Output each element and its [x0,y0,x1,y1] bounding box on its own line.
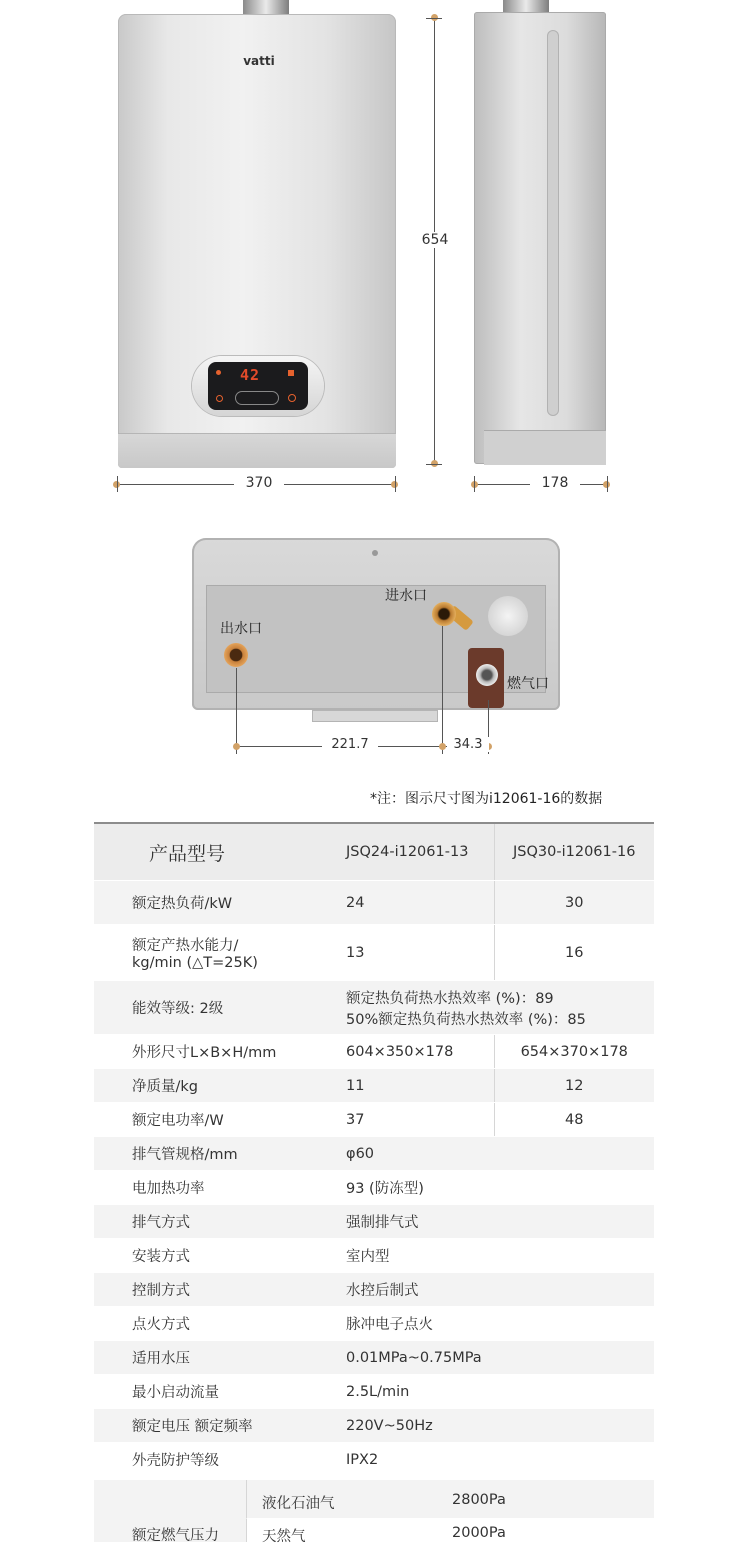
row-label: 外形尺寸L×B×H/mm [94,1035,346,1069]
row-value: 水控后制式 [346,1273,654,1307]
row-label: 排气管规格/mm [94,1137,346,1171]
row-label: 额定电压 额定频率 [94,1409,346,1443]
table-row [94,1443,654,1477]
dim-tick [426,464,442,465]
table-row [94,1239,654,1273]
table-row [94,1035,654,1069]
gas-pressure-label: 额定燃气压力 [132,1528,219,1544]
height-dimension: 654 [414,232,456,248]
row-label: 安装方式 [94,1239,346,1273]
row-value: 强制排气式 [346,1205,654,1239]
row-value: 220V~50Hz [346,1409,654,1443]
table-row [94,1307,654,1341]
row-label: 适用水压 [94,1341,346,1375]
row-value: 室内型 [346,1239,654,1273]
row-value-b: 16 [494,925,654,981]
row-value-a: 24 [346,881,494,925]
ng-value: 2000Pa [452,1525,506,1541]
dim-tick [474,476,475,492]
row-value-a: 11 [346,1069,494,1103]
water-inlet-label: 进水口 [385,588,427,604]
row-value: 0.01MPa~0.75MPa [346,1341,654,1375]
water-outlet-port [224,643,248,667]
mounting-bar [312,710,438,722]
header-model-a: JSQ24-i12061-13 [346,823,494,881]
row-value-b: 48 [494,1103,654,1137]
spec-table [94,822,654,1477]
row-value-a: 37 [346,1103,494,1137]
gas-inlet-label: 燃气口 [507,676,549,692]
table-row [94,881,654,925]
header-model-label: 产品型号 [94,823,346,881]
table-row [94,1171,654,1205]
table-row [94,981,654,1035]
row-value: 2.5L/min [346,1375,654,1409]
row-value-b: 654×370×178 [494,1035,654,1069]
dimension-note: *注：图示尺寸图为i12061-16的数据 [370,791,603,807]
row-value: φ60 [346,1137,654,1171]
row-label: 能效等级: 2级 [94,981,346,1035]
lpg-label: 液化石油气 [262,1496,335,1512]
gas-inlet-port [476,664,498,686]
row-label: 净质量/kg [94,1069,346,1103]
side-slot [547,30,559,416]
table-row [94,1205,654,1239]
header-model-b: JSQ30-i12061-16 [494,823,654,881]
dim-marker [233,743,240,750]
row-label: 控制方式 [94,1273,346,1307]
flue-pipe [503,0,549,12]
table-header-row [94,823,654,881]
table-row [94,1137,654,1171]
row-value-b: 12 [494,1069,654,1103]
row-value-a: 604×350×178 [346,1035,494,1069]
table-row [94,1375,654,1409]
lpg-value: 2800Pa [452,1492,506,1508]
dim-tick [442,626,443,754]
depth-dimension: 178 [530,475,580,491]
table-row [94,1273,654,1307]
row-label: 额定电功率/W [94,1103,346,1137]
dim-tick [236,668,237,754]
brand-logo: vatti [243,54,275,68]
row-value: 93 (防冻型) [346,1171,654,1205]
water-inlet-port [432,602,456,626]
row-label: 排气方式 [94,1205,346,1239]
row-value: 额定热负荷热水热效率 (%)：89 50%额定热负荷热水热效率 (%)：85 [346,981,654,1035]
table-row [94,925,654,981]
dim-marker [439,743,446,750]
temperature-digits: 42 [240,366,261,384]
row-label: 额定热负荷/kW [94,881,346,925]
water-outlet-label: 出水口 [220,621,262,637]
side-foot [484,430,606,465]
drain-cap [488,596,528,636]
gas-pressure-block [94,1480,654,1545]
row-label: 点火方式 [94,1307,346,1341]
row-label: 额定产热水能力/ kg/min (△T=25K) [94,925,346,981]
row-value: 脉冲电子点火 [346,1307,654,1341]
row-value-b: 30 [494,881,654,925]
row-label: 外壳防护等级 [94,1443,346,1477]
width-dimension: 370 [234,475,284,491]
heater-side-view [474,12,606,464]
outlet-inlet-distance: 221.7 [322,737,378,752]
inlet-gas-distance: 34.3 [447,737,489,752]
table-row [94,1103,654,1137]
dim-tick [395,476,396,492]
dim-tick [607,476,608,492]
table-row [94,1069,654,1103]
row-value-a: 13 [346,925,494,981]
table-row [94,1409,654,1443]
row-value: IPX2 [346,1443,654,1477]
dim-tick [426,18,442,19]
row-label: 最小启动流量 [94,1375,346,1409]
table-row [94,1341,654,1375]
ng-label: 天然气 [262,1529,306,1545]
dim-tick [117,476,118,492]
row-label: 电加热功率 [94,1171,346,1205]
